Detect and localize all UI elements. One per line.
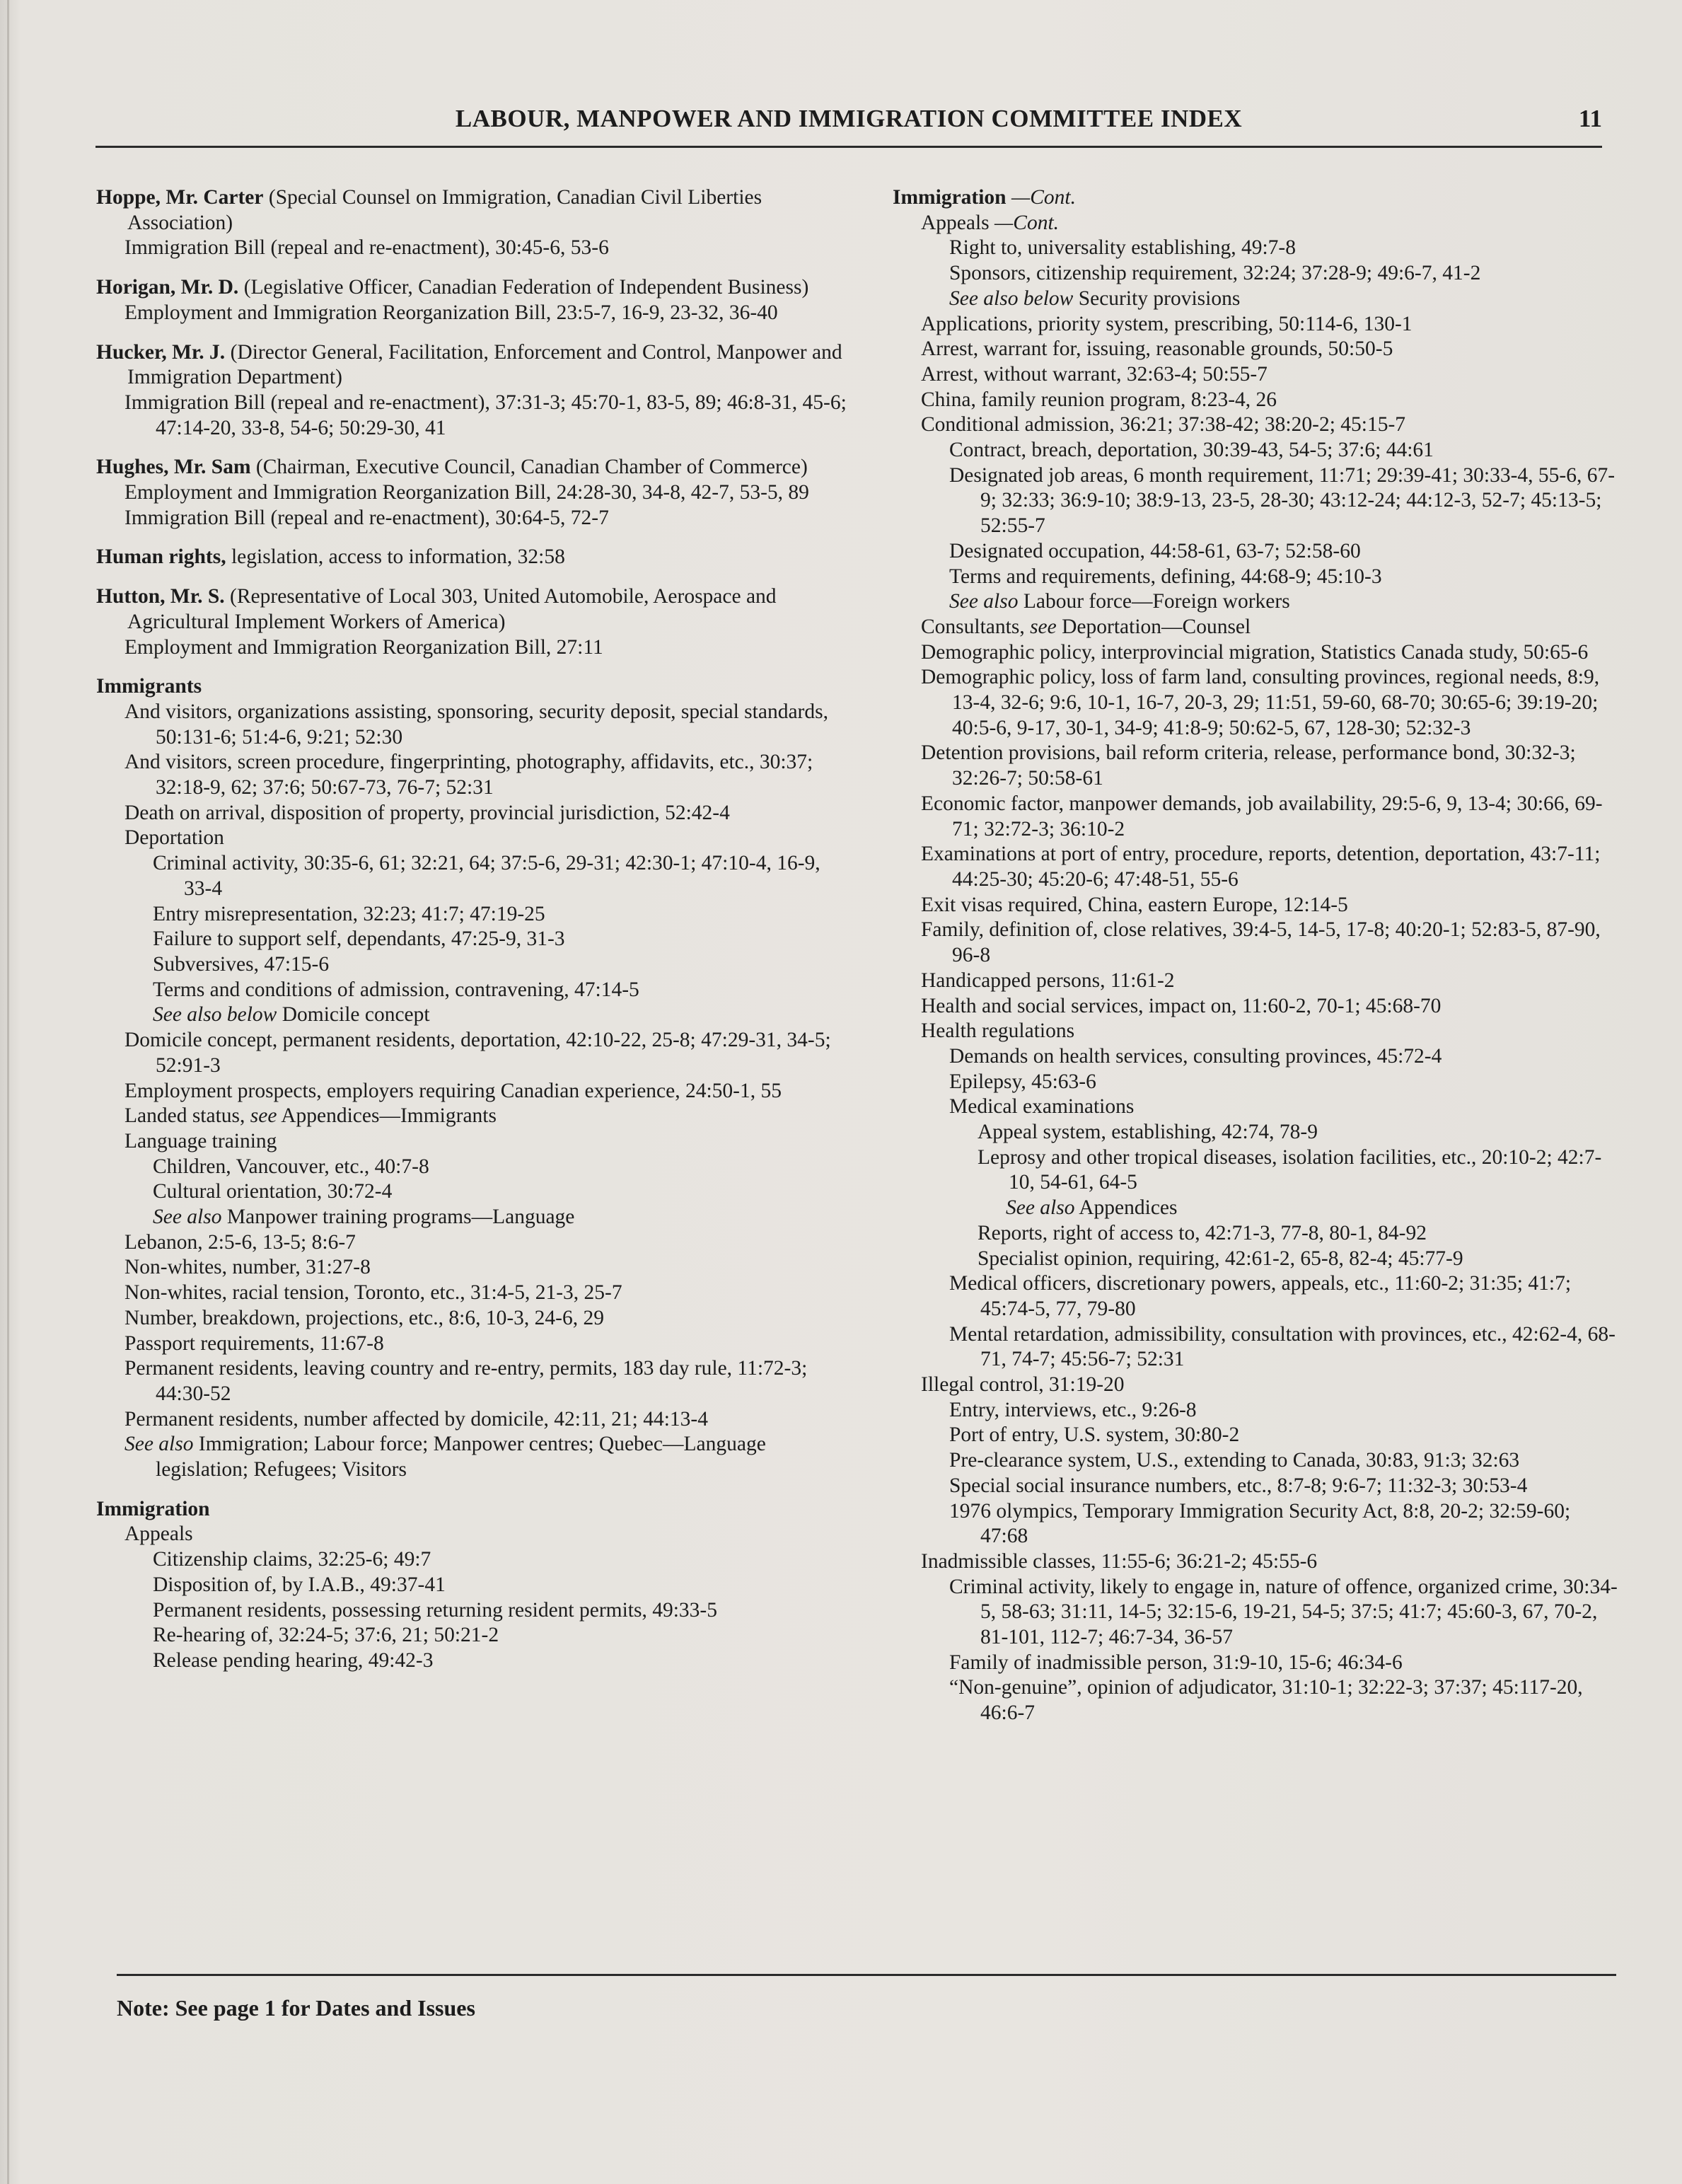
entry-text: Contract, breach, deportation, 30:39-43, 54-5; 37:6; 44:61	[949, 439, 1434, 462]
entry-text: Entry misrepresentation, 32:23; 41:7; 47:19-25	[153, 902, 545, 925]
index-heading	[96, 545, 849, 570]
index-heading	[96, 185, 849, 236]
index-subentry	[96, 1205, 849, 1230]
heading-term: Horigan, Mr. D.	[96, 276, 239, 299]
entry-text: Release pending hearing, 49:42-3	[153, 1648, 434, 1672]
cross-reference-label: See also below	[153, 1003, 277, 1027]
index-subentry	[96, 1028, 849, 1078]
entry-text: (Legislative Officer, Canadian Federation of Independent Business)	[238, 276, 809, 299]
entry-text: legislation, access to information, 32:58	[226, 545, 565, 569]
index-subentry	[96, 391, 849, 441]
index-subentry	[893, 1373, 1618, 1398]
entry-text: Domicile concept	[277, 1003, 430, 1027]
index-subentry	[893, 539, 1618, 565]
index-subentry	[96, 1179, 849, 1205]
entry-italic: —Cont.	[1006, 186, 1076, 209]
index-subentry	[893, 1499, 1618, 1549]
index-subentry	[893, 388, 1618, 413]
entry-text: Health regulations	[921, 1019, 1075, 1043]
index-subentry	[893, 640, 1618, 666]
entry-text: Terms and conditions of admission, contravening, 47:14-5	[153, 978, 639, 1001]
entry-text: Appeal system, establishing, 42:74, 78-9	[978, 1121, 1318, 1144]
entry-text: Handicapped persons, 11:61-2	[921, 969, 1175, 992]
entry-text: Non-whites, racial tension, Toronto, etc., 31:4-5, 21-3, 25-7	[124, 1281, 622, 1305]
index-subentry	[96, 480, 849, 506]
entry-text: Employment and Immigration Reorganization Bill, 27:11	[124, 635, 603, 659]
cross-reference-label: See also	[153, 1206, 222, 1229]
heading-term: Human rights,	[96, 545, 226, 569]
entry-text: Disposition of, by I.A.B., 49:37-41	[153, 1573, 446, 1596]
entry-text: Immigration Bill (repeal and re-enactment), 37:31-3; 45:70-1, 83-5, 89; 46:8-31, 45-6; 47:14-20, 33-8, 54-6; 50:29-30, 41	[124, 391, 847, 439]
entry-text: Death on arrival, disposition of property, provincial jurisdiction, 52:42-4	[124, 801, 730, 824]
index-heading	[96, 455, 849, 480]
index-subentry	[96, 1547, 849, 1573]
entry-text: Leprosy and other tropical diseases, isolation facilities, etc., 20:10-2; 42:7-10, 54-61, 64-5	[978, 1145, 1602, 1194]
right-column	[893, 185, 1618, 1726]
index-heading	[96, 674, 849, 700]
entry-text: Subversives, 47:15-6	[153, 952, 330, 976]
entry-text: And visitors, organizations assisting, sponsoring, security deposit, special standards, 50:131-6; 51:4-6, 9:21; 52:30	[124, 700, 828, 749]
entry-text: (Representative of Local 303, United Automobile, Aerospace and Agricultural Implement Workers of America)	[127, 585, 777, 633]
index-heading	[96, 275, 849, 301]
index-subentry	[893, 918, 1618, 968]
index-subentry	[893, 792, 1618, 842]
index-subentry	[893, 337, 1618, 362]
cross-reference-label: See also	[949, 590, 1019, 613]
entry-text: Re-hearing of, 32:24-5; 37:6, 21; 50:21-2	[153, 1624, 499, 1647]
index-heading	[96, 584, 849, 635]
index-subentry	[893, 1575, 1618, 1651]
index-subentry	[96, 1331, 849, 1357]
entry-text: Medical officers, discretionary powers, appeals, etc., 11:60-2; 31:35; 41:7; 45:74-5, 77, 79-80	[949, 1272, 1572, 1320]
index-subentry	[96, 1648, 849, 1674]
entry-text: Permanent residents, number affected by domicile, 42:11, 21; 44:13-4	[124, 1407, 708, 1431]
heading-term: Hughes, Mr. Sam	[96, 456, 251, 479]
index-subentry	[96, 1356, 849, 1406]
index-subentry	[893, 287, 1618, 312]
index-subentry	[96, 801, 849, 826]
entry-text: Permanent residents, leaving country and re-entry, permits, 183 day rule, 11:72-3; 44:30-52	[124, 1357, 808, 1405]
entry-text: Cultural orientation, 30:72-4	[153, 1180, 393, 1203]
entry-text: Appendices	[1074, 1196, 1178, 1220]
index-subentry	[893, 1423, 1618, 1448]
entry-text: Lebanon, 2:5-6, 13-5; 8:6-7	[124, 1230, 356, 1254]
page-number: 11	[1578, 105, 1602, 132]
heading-term: Hutton, Mr. S.	[96, 585, 225, 608]
index-subentry	[893, 463, 1618, 539]
entry-text: Conditional admission, 36:21; 37:38-42; 38:20-2; 45:15-7	[921, 413, 1406, 437]
entry-text: Appeals	[124, 1523, 193, 1546]
heading-term: Hoppe, Mr. Carter	[96, 186, 264, 209]
index-subentry	[96, 851, 849, 901]
entry-text: China, family reunion program, 8:23-4, 26	[921, 388, 1277, 411]
index-subentry	[893, 1474, 1618, 1499]
entry-text: Arrest, without warrant, 32:63-4; 50:55-7	[921, 362, 1268, 386]
index-subentry	[96, 506, 849, 531]
entry-text: Employment and Immigration Reorganization Bill, 24:28-30, 34-8, 42-7, 53-5, 89	[124, 481, 809, 504]
index-subentry	[893, 1145, 1618, 1196]
index-subentry	[96, 1129, 849, 1155]
index-subentry	[893, 1070, 1618, 1095]
index-subentry	[893, 261, 1618, 287]
entry-text: Family of inadmissible person, 31:9-10, 15-6; 46:34-6	[949, 1651, 1403, 1674]
entry-text: Language training	[124, 1129, 277, 1152]
entry-text: (Special Counsel on Immigration, Canadian Civil Liberties Association)	[127, 186, 762, 234]
entry-text: Reports, right of access to, 42:71-3, 77-8, 80-1, 84-92	[978, 1221, 1427, 1244]
index-subentry	[893, 994, 1618, 1019]
entry-text: Designated occupation, 44:58-61, 63-7; 52:58-60	[949, 539, 1361, 562]
entry-text: Labour force—Foreign workers	[1018, 590, 1290, 613]
entry-text: Permanent residents, possessing returning resident permits, 49:33-5	[153, 1598, 717, 1622]
entry-text: Special social insurance numbers, etc., 8:7-8; 9:6-7; 11:32-3; 30:53-4	[949, 1474, 1528, 1497]
index-subentry	[893, 312, 1618, 337]
running-title: LABOUR, MANPOWER AND IMMIGRATION COMMITTEE INDEX	[455, 105, 1243, 132]
index-subentry	[893, 412, 1618, 438]
entry-text: Consultants,	[921, 615, 1031, 638]
entry-italic: —Cont.	[994, 211, 1060, 234]
entry-text: Terms and requirements, defining, 44:68-9; 45:10-3	[949, 565, 1382, 588]
index-subentry	[96, 1306, 849, 1331]
entry-text: Medical examinations	[949, 1095, 1135, 1119]
left-column	[96, 185, 849, 1674]
entry-text: Arrest, warrant for, issuing, reasonable grounds, 50:50-5	[921, 337, 1393, 361]
footer-rule	[117, 1974, 1616, 1976]
index-subentry	[893, 615, 1618, 640]
index-subentry	[893, 565, 1618, 590]
page-edge	[7, 0, 9, 2184]
index-subentry	[893, 1221, 1618, 1247]
entry-text: Children, Vancouver, etc., 40:7-8	[153, 1155, 429, 1178]
entry-text: Appendices—Immigrants	[277, 1104, 497, 1128]
index-subentry	[96, 1104, 849, 1129]
entry-text: Criminal activity, 30:35-6, 61; 32:21, 64; 37:5-6, 29-31; 42:30-1; 47:10-4, 16-9, 33-4	[153, 852, 820, 900]
entry-text: Citizenship claims, 32:25-6; 49:7	[153, 1548, 431, 1571]
entry-text: Mental retardation, admissibility, consultation with provinces, etc., 42:62-4, 68-71, 74-7; 45:56-7; 52:31	[949, 1322, 1616, 1371]
entry-text: Demographic policy, interprovincial migration, Statistics Canada study, 50:65-6	[921, 640, 1589, 664]
index-subentry	[96, 1432, 849, 1482]
entry-text: Family, definition of, close relatives, 39:4-5, 14-5, 17-8; 40:20-1; 52:83-5, 87-90, 96-8	[921, 918, 1601, 967]
entry-text: Sponsors, citizenship requirement, 32:24; 37:28-9; 49:6-7, 41-2	[949, 262, 1481, 285]
index-subentry	[893, 665, 1618, 741]
entry-text: Right to, universality establishing, 49:7-8	[949, 236, 1296, 260]
entry-text: Epilepsy, 45:63-6	[949, 1070, 1096, 1093]
entry-text: Inadmissible classes, 11:55-6; 36:21-2; 45:55-6	[921, 1549, 1318, 1573]
index-subentry	[96, 700, 849, 750]
index-subentry	[893, 1044, 1618, 1070]
index-subentry	[96, 927, 849, 952]
entry-text: Illegal control, 31:19-20	[921, 1373, 1125, 1397]
heading-term: Immigration	[893, 186, 1007, 209]
entry-text: Detention provisions, bail reform criteria, release, performance bond, 30:32-3; 32:26-7; 50:58-61	[921, 741, 1576, 790]
index-heading	[96, 1497, 849, 1523]
entry-text: Employment prospects, employers requiring Canadian experience, 24:50-1, 55	[124, 1079, 782, 1102]
index-subentry	[96, 1255, 849, 1281]
index-heading	[96, 340, 849, 391]
index-subentry	[893, 1120, 1618, 1145]
page-header	[95, 105, 1602, 140]
index-subentry	[96, 952, 849, 978]
index-subentry	[893, 741, 1618, 791]
footer-note: Note: See page 1 for Dates and Issues	[117, 1995, 475, 2021]
entry-text: Domicile concept, permanent residents, deportation, 42:10-22, 25-8; 47:29-31, 34-5; 52:91-3	[124, 1029, 831, 1077]
entry-text: Demands on health services, consulting provinces, 45:72-4	[949, 1044, 1442, 1068]
entry-text: Employment and Immigration Reorganization Bill, 23:5-7, 16-9, 23-32, 36-40	[124, 301, 778, 324]
entry-text: Immigration; Labour force; Manpower centres; Quebec—Language legislation; Refugees; Visitors	[156, 1433, 766, 1481]
entry-text: Criminal activity, likely to engage in, nature of offence, organized crime, 30:34-5, 58-63; 31:11, 14-5; 32:15-6, 19-21, 54-5; 37:5; 41:7; 45:60-3, 67, 70-2, 81-101, 112-7; 46:7-34, 36-57	[949, 1575, 1618, 1649]
index-subentry	[96, 902, 849, 928]
index-subentry	[96, 1079, 849, 1104]
entry-text: Entry, interviews, etc., 9:26-8	[949, 1398, 1197, 1421]
entry-text: “Non-genuine”, opinion of adjudicator, 31:10-1; 32:22-3; 37:37; 45:117-20, 46:6-7	[949, 1676, 1583, 1725]
entry-text: Exit visas required, China, eastern Europe, 12:14-5	[921, 893, 1348, 916]
entry-text: Deportation—Counsel	[1056, 615, 1251, 638]
entry-text: Deportation	[124, 826, 224, 850]
index-subentry	[96, 1155, 849, 1180]
entry-italic: see	[1030, 615, 1057, 638]
entry-text: Port of entry, U.S. system, 30:80-2	[949, 1423, 1240, 1447]
entry-text: Health and social services, impact on, 11:60-2, 70-1; 45:68-70	[921, 994, 1442, 1017]
index-subentry	[893, 969, 1618, 994]
entry-text: Applications, priority system, prescribing, 50:114-6, 130-1	[921, 312, 1413, 335]
index-subentry	[96, 1573, 849, 1598]
index-subentry	[893, 1322, 1618, 1373]
entry-text: Demographic policy, loss of farm land, consulting provinces, regional needs, 8:9, 13-4, 32-6; 9:6, 10-1, 16-7, 20-3, 29; 11:51, 59-60, 68-70; 30:65-6; 39:19-20; 40:5-6, 9-17, 30-1, 34-9; 41:8-9; 50:62-5, 67, 128-30; 52:32-3	[921, 666, 1600, 739]
entry-text: Failure to support self, dependants, 47:25-9, 31-3	[153, 928, 565, 951]
index-subentry	[893, 236, 1618, 261]
index-subentry	[893, 589, 1618, 615]
entry-text: Security provisions	[1073, 287, 1241, 310]
entry-text: Manpower training programs—Language	[221, 1206, 575, 1229]
heading-term: Immigration	[96, 1497, 210, 1520]
entry-text: Landed status,	[124, 1104, 250, 1128]
entry-text: 1976 olympics, Temporary Immigration Security Act, 8:8, 20-2; 32:59-60; 47:68	[949, 1499, 1571, 1548]
index-subentry	[893, 1196, 1618, 1221]
index-subentry	[96, 1407, 849, 1433]
index-subentry	[96, 978, 849, 1003]
entry-text: Immigration Bill (repeal and re-enactment), 30:64-5, 72-7	[124, 506, 609, 529]
entry-text: (Chairman, Executive Council, Canadian Chamber of Commerce)	[250, 456, 808, 479]
entry-text: Pre-clearance system, U.S., extending to Canada, 30:83, 91:3; 32:63	[949, 1449, 1520, 1472]
index-subentry	[96, 1003, 849, 1028]
index-subentry	[96, 1522, 849, 1547]
heading-term: Immigrants	[96, 675, 202, 698]
index-subentry	[893, 1019, 1618, 1044]
index-subentry	[893, 1651, 1618, 1676]
entry-text: Specialist opinion, requiring, 42:61-2, 65-8, 82-4; 45:77-9	[978, 1247, 1463, 1270]
index-subentry	[96, 1623, 849, 1648]
entry-text: Number, breakdown, projections, etc., 8:6, 10-3, 24-6, 29	[124, 1306, 604, 1329]
entry-text: Appeals	[921, 211, 995, 234]
index-subentry	[96, 826, 849, 851]
cross-reference-label: See also	[124, 1433, 194, 1456]
entry-italic: see	[250, 1104, 277, 1128]
entry-text: Examinations at port of entry, procedure, reports, detention, deportation, 43:7-11; 44:25-30; 45:20-6; 47:48-51, 55-6	[921, 843, 1601, 891]
index-heading	[893, 185, 1618, 211]
entry-text: Economic factor, manpower demands, job availability, 29:5-6, 9, 13-4; 30:66, 69-71; 32:72-3; 36:10-2	[921, 792, 1603, 840]
entry-text: Immigration Bill (repeal and re-enactment), 30:45-6, 53-6	[124, 236, 609, 260]
index-subentry	[893, 438, 1618, 463]
index-subentry	[893, 1094, 1618, 1120]
index-subentry	[893, 893, 1618, 918]
entry-text: (Director General, Facilitation, Enforcement and Control, Manpower and Immigration Department)	[127, 340, 842, 389]
entry-text: Designated job areas, 6 month requirement, 11:71; 29:39-41; 30:33-4, 55-6, 67-9; 32:33; 36:9-10; 38:9-13, 23-5, 28-30; 43:12-24; 44:12-3, 52-7; 45:13-5; 52:55-7	[949, 463, 1616, 538]
cross-reference-label: See also below	[949, 287, 1074, 310]
index-subentry	[893, 362, 1618, 388]
index-subentry	[96, 1281, 849, 1306]
header-rule	[95, 146, 1602, 148]
index-subentry	[893, 211, 1618, 236]
entry-text: Passport requirements, 11:67-8	[124, 1331, 384, 1355]
heading-term: Hucker, Mr. J.	[96, 340, 226, 364]
index-subentry	[893, 1675, 1618, 1726]
index-subentry	[893, 1448, 1618, 1474]
index-subentry	[893, 842, 1618, 892]
index-subentry	[96, 750, 849, 800]
index-subentry	[96, 236, 849, 261]
index-subentry	[893, 1247, 1618, 1272]
entry-text: Non-whites, number, 31:27-8	[124, 1256, 371, 1279]
cross-reference-label: See also	[1006, 1196, 1075, 1220]
entry-text: And visitors, screen procedure, fingerprinting, photography, affidavits, etc., 30:37; 32:18-9, 62; 37:6; 50:67-73, 76-7; 52:31	[124, 751, 813, 799]
index-subentry	[96, 635, 849, 661]
index-subentry	[96, 1230, 849, 1256]
index-subentry	[893, 1271, 1618, 1322]
index-subentry	[96, 1598, 849, 1624]
index-subentry	[893, 1398, 1618, 1423]
index-subentry	[96, 301, 849, 326]
index-subentry	[893, 1549, 1618, 1575]
